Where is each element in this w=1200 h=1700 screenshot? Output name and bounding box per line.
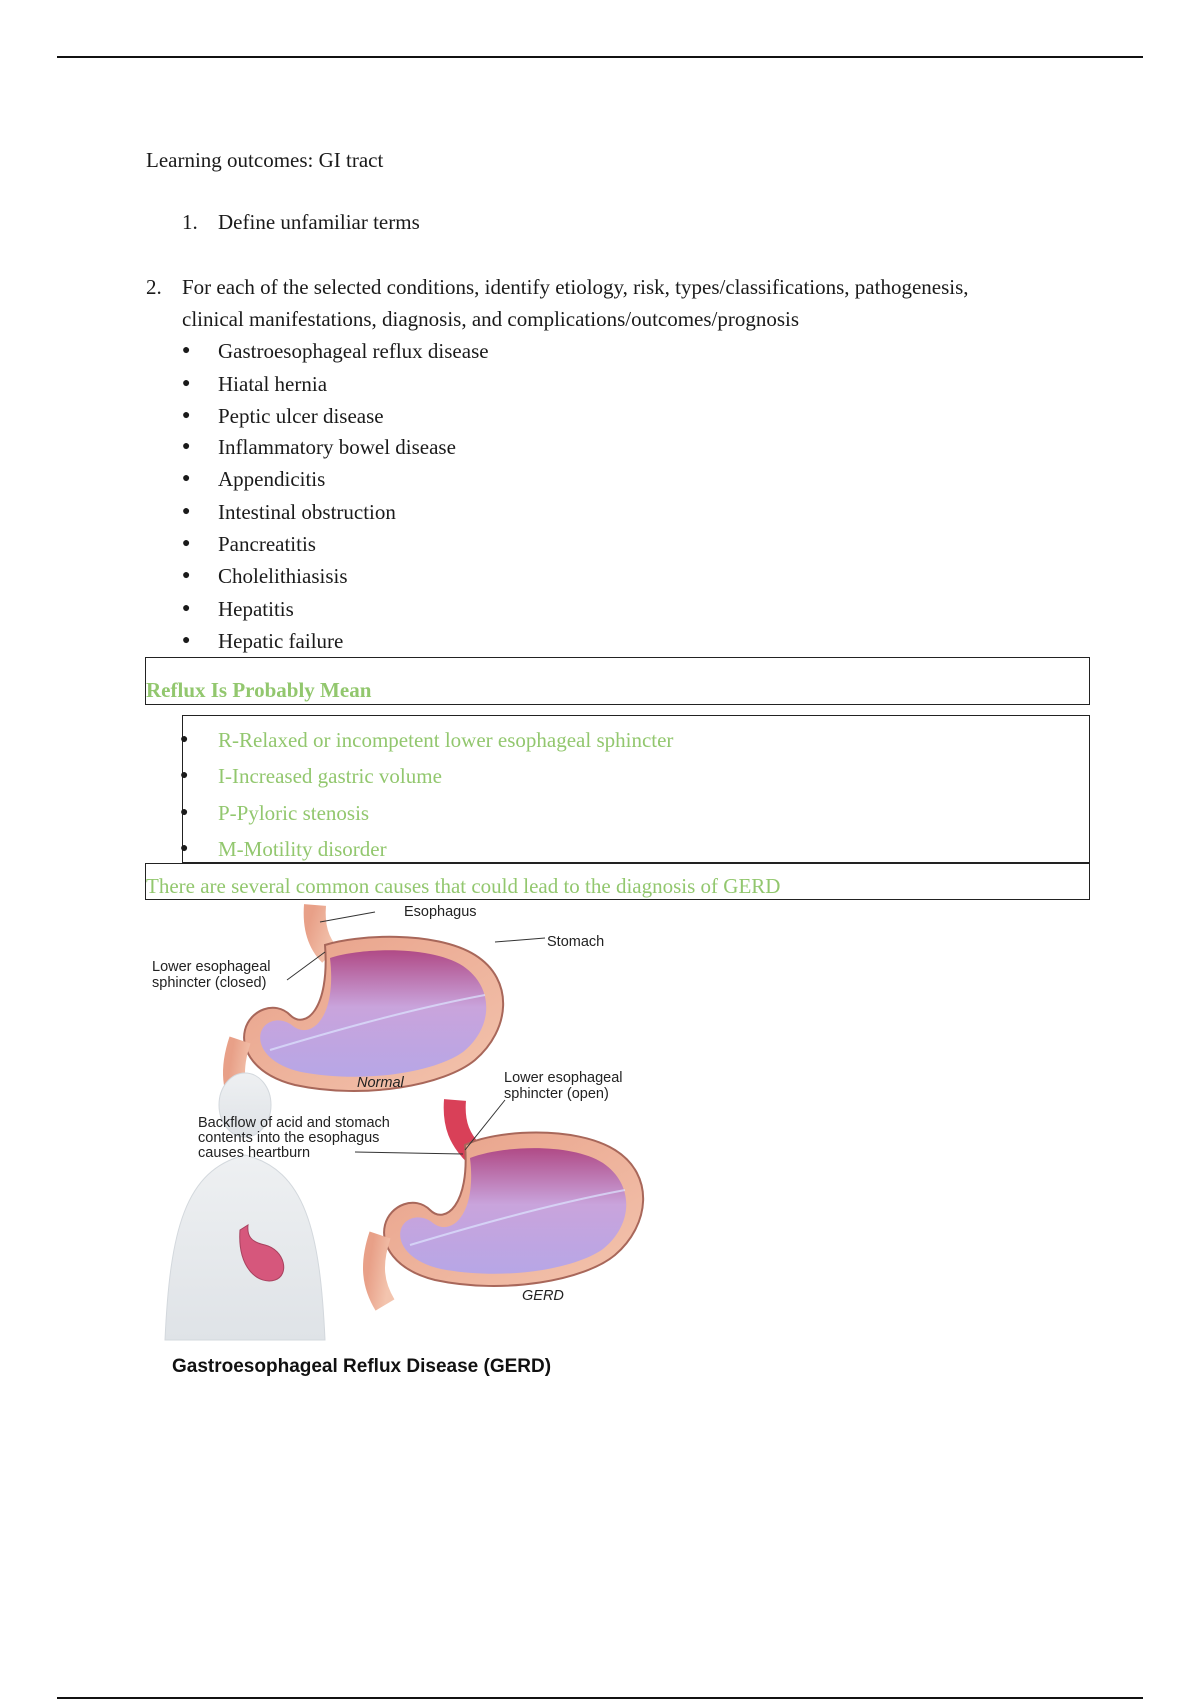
outcome-1-text: Define unfamiliar terms xyxy=(218,210,420,234)
bullet-icon: ● xyxy=(182,601,191,616)
bullet-icon: ● xyxy=(182,376,191,391)
label-backflow-3: causes heartburn xyxy=(198,1145,311,1161)
condition-item: Hepatitis xyxy=(218,597,294,621)
bullet-icon: ● xyxy=(182,568,191,583)
label-backflow-2: contents into the esophagus xyxy=(198,1130,380,1146)
mnemonic-item: P-Pyloric stenosis xyxy=(218,801,370,825)
mnemonic-item: R-Relaxed or incompetent lower esophageal sphincter xyxy=(218,728,674,752)
condition-item: Pancreatitis xyxy=(218,532,316,556)
bullet-icon: ● xyxy=(182,408,191,423)
condition-item: Cholelithiasisis xyxy=(218,564,348,588)
figure-caption: Gastroesophageal Reflux Disease (GERD) xyxy=(172,1356,552,1377)
mnemonic-item: M-Motility disorder xyxy=(218,837,387,861)
page-heading: Learning outcomes: GI tract xyxy=(146,148,384,172)
bullet-icon: ● xyxy=(182,439,191,454)
bullet-icon: ● xyxy=(182,343,191,358)
condition-item: Hiatal hernia xyxy=(218,372,328,396)
label-stomach: Stomach xyxy=(547,934,605,950)
human-body-silhouette xyxy=(165,1073,325,1340)
label-les-open-1: Lower esophageal xyxy=(504,1070,623,1086)
label-les-closed-1: Lower esophageal xyxy=(152,959,271,975)
bullet-icon: ● xyxy=(182,633,191,648)
label-gerd: GERD xyxy=(522,1288,564,1304)
bullet-icon: ● xyxy=(182,536,191,551)
condition-item: Gastroesophageal reflux disease xyxy=(218,339,489,363)
bullet-icon: ● xyxy=(180,841,189,856)
bullet-icon: ● xyxy=(182,504,191,519)
outcome-2-number: 2. xyxy=(146,275,162,299)
footer-rule xyxy=(57,1697,1143,1699)
mnemonic-item: I-Increased gastric volume xyxy=(218,764,442,788)
bullet-icon: ● xyxy=(180,768,189,783)
label-les-open-2: sphincter (open) xyxy=(504,1086,609,1102)
condition-item: Intestinal obstruction xyxy=(218,500,396,524)
condition-item: Appendicitis xyxy=(218,467,326,491)
condition-item: Peptic ulcer disease xyxy=(218,404,384,428)
header-rule xyxy=(57,56,1143,58)
bullet-icon: ● xyxy=(182,471,191,486)
label-les-closed-2: sphincter (closed) xyxy=(152,975,267,991)
outcome-1-number: 1. xyxy=(182,210,198,234)
label-backflow-1: Backflow of acid and stomach xyxy=(198,1115,390,1131)
gerd-stomach xyxy=(374,1100,643,1305)
label-normal: Normal xyxy=(357,1075,404,1091)
label-esophagus: Esophagus xyxy=(404,904,477,920)
outcome-2-line2: clinical manifestations, diagnosis, and complications/outcomes/prognosis xyxy=(182,307,800,331)
condition-item: Hepatic failure xyxy=(218,629,344,653)
mnemonic-title: Reflux Is Probably Mean xyxy=(146,678,372,702)
outcome-2-line1: For each of the selected conditions, identify etiology, risk, types/classifications, pathogenesis, xyxy=(182,275,969,299)
causes-note: There are several common causes that could lead to the diagnosis of GERD xyxy=(146,874,781,898)
bullet-icon: ● xyxy=(180,732,189,747)
bullet-icon: ● xyxy=(180,805,189,820)
condition-item: Inflammatory bowel disease xyxy=(218,435,456,459)
